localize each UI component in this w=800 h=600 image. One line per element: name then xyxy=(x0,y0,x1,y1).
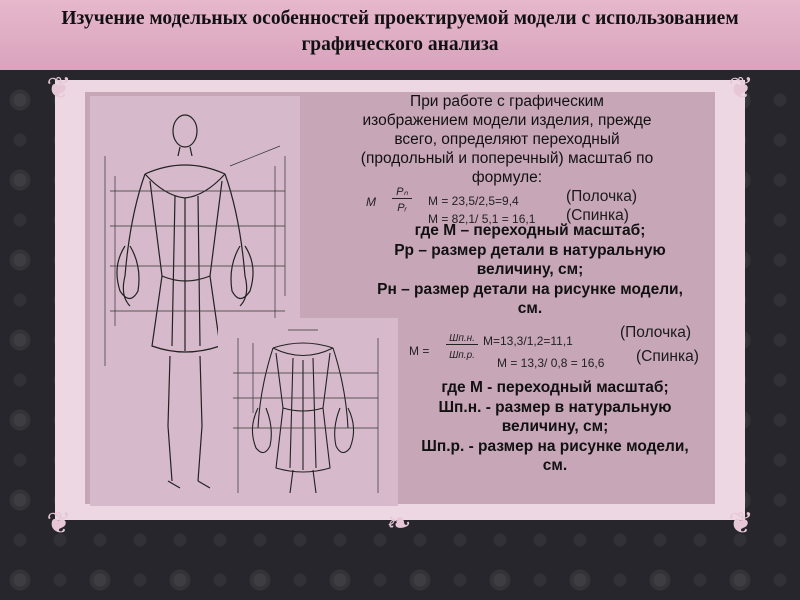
definitions2-line5: см. xyxy=(542,457,568,474)
formula2-label-polochka: (Полочка) xyxy=(620,324,692,341)
definitions1-line5: см. xyxy=(517,300,543,317)
definitions2-line4: Шп.р. - размер на рисунке модели, xyxy=(421,437,689,455)
dress-back-illustration xyxy=(218,318,398,506)
intro-line1: При работе с графическим xyxy=(410,93,604,110)
definitions1-line3: величину, см; xyxy=(476,261,584,278)
frame-ornament-icon: ❧ xyxy=(386,507,412,540)
definitions1-line2: Рр – размер детали в натуральную xyxy=(394,241,666,259)
formula1-fraction-bottom: Pᵣ xyxy=(397,202,407,214)
intro-text xyxy=(318,92,696,187)
intro-line4: (продольный и поперечный) масштаб по xyxy=(360,150,654,167)
formula2-fraction-top: Шп.н. xyxy=(446,333,478,345)
formula2-calc-spinka: М = 13,3/ 0,8 = 16,6 xyxy=(497,356,605,370)
definitions2-line1: где М - переходный масштаб; xyxy=(441,379,669,396)
definitions2-text xyxy=(390,378,720,476)
definitions2-line2: Шп.н. - размер в натуральную xyxy=(438,398,672,416)
slide-title-line1: Изучение модельных особенностей проектируемой модели с использованием xyxy=(61,8,739,29)
formula1-label-spinka: (Спинка) xyxy=(566,207,629,224)
formula1-calc-spinka: М = 82,1/ 5,1 = 16,1 xyxy=(428,212,536,226)
formula2-calc-polochka: М=13,3/1,2=11,1 xyxy=(483,334,573,348)
formula2-fraction-bottom: Шп.р. xyxy=(449,350,475,361)
frame-ornament-icon: ❦ xyxy=(728,507,754,540)
formula1-label-polochka: (Полочка) xyxy=(566,188,638,205)
formula1-fraction-top: Pₙ xyxy=(392,185,412,199)
formula2-label-spinka: (Спинка) xyxy=(636,348,699,365)
intro-line3: всего, определяют переходный xyxy=(394,131,620,148)
definitions1-line4: Рн – размер детали на рисунке модели, xyxy=(377,280,683,298)
intro-line2: изображением модели изделия, прежде xyxy=(362,112,652,129)
definitions1-text xyxy=(340,221,720,319)
frame-ornament-icon: ❦ xyxy=(46,507,72,540)
formula2-m-label: М = xyxy=(409,344,430,358)
slide-title xyxy=(10,6,790,58)
slide-title-line2: графического анализа xyxy=(301,34,499,55)
definitions1-line1: где М – переходный масштаб; xyxy=(414,222,646,239)
definitions2-line3: величину, см; xyxy=(501,418,609,435)
intro-line5: формуле: xyxy=(471,169,543,186)
frame-ornament-icon: ❦ xyxy=(46,72,72,105)
frame-ornament-icon: ❦ xyxy=(728,72,754,105)
formula1-calc-polochka: М = 23,5/2,5=9,4 xyxy=(428,194,519,208)
formula1-m-symbol: M xyxy=(366,195,376,209)
title-bar xyxy=(0,0,800,70)
